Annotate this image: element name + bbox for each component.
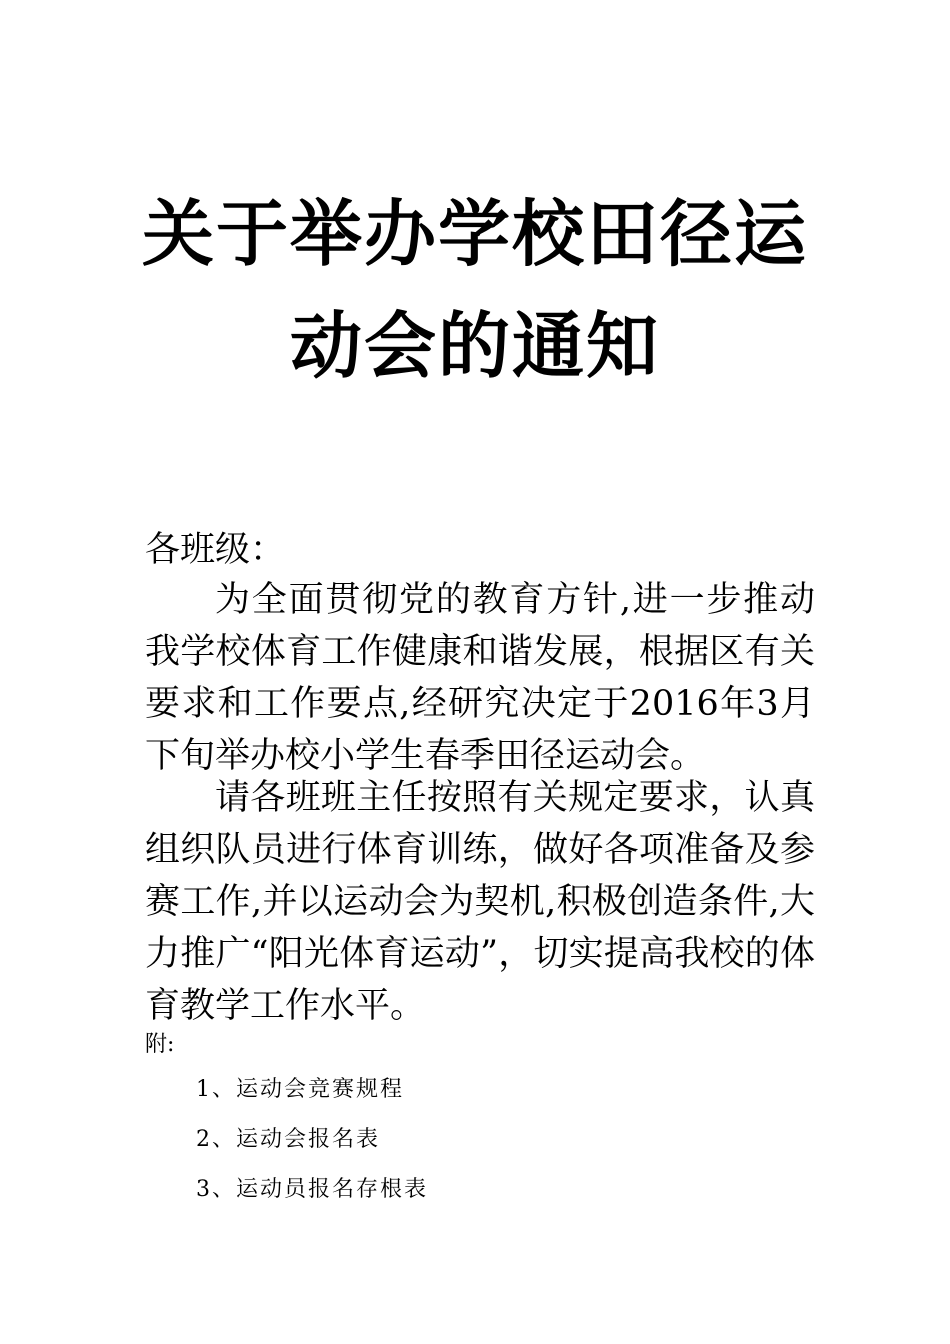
document-title-line-1: 关于举办学校田径运: [141, 192, 808, 276]
paragraph-1: 为全面贯彻党的教育方针,进一步推动我学校体育工作健康和谐发展，根据区有关要求和工作要点,经研究决定于2016年3月下旬举办校小学生春季田径运动会。: [145, 580, 815, 776]
attachment-item: 1、运动会竞赛规程: [196, 1077, 404, 1102]
attachment-item: 2、运动会报名表: [196, 1127, 380, 1152]
salutation: 各班级：: [145, 530, 286, 570]
document-title-line-2: 动会的通知: [289, 304, 660, 388]
attachments-list: [196, 1075, 428, 1225]
attachments-label: 附:: [145, 1032, 175, 1057]
attachment-item: 3、运动员报名存根表: [196, 1177, 428, 1202]
paragraph-2: 请各班班主任按照有关规定要求，认真组织队员进行体育训练，做好各项准备及参赛工作,并以运动会为契机,积极创造条件,大力推广“阳光体育运动”，切实提高我校的体育教学工作水平。: [145, 778, 815, 1026]
